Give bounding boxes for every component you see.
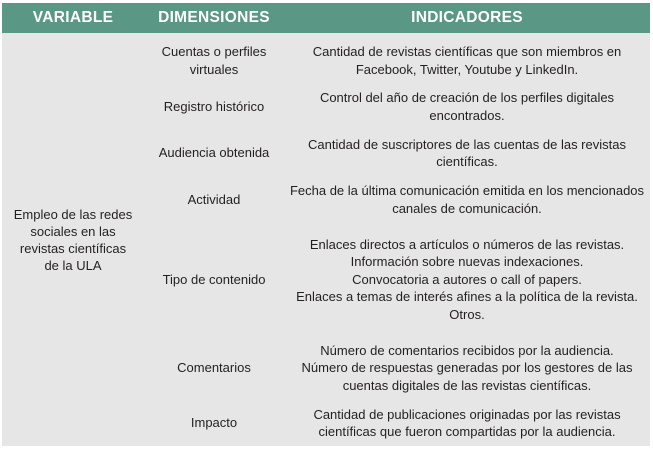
table-row	[144, 336, 650, 400]
dimension-cell: Registro histórico	[163, 99, 265, 115]
table-row	[144, 177, 650, 223]
indicator-cell: Control del año de creación de los perfiles digitales encontrados.	[319, 90, 615, 123]
table-header	[2, 3, 650, 33]
table-row	[144, 84, 650, 130]
indicator-line: Convocatoria a autores o call of papers.	[352, 271, 582, 287]
header-indicators: INDICADORES	[411, 9, 523, 26]
table-row	[144, 130, 650, 177]
header-variable: VARIABLE	[32, 9, 114, 26]
header-dimensions: DIMENSIONES	[158, 9, 270, 26]
indicator-cell: Cantidad de publicaciones originadas por las revistas científicas que fueron compartidas por la audiencia.	[313, 406, 621, 440]
table-row	[144, 223, 650, 337]
dimension-cell: Actividad	[187, 191, 241, 207]
indicator-line: Número de respuestas generadas por los gestores de las cuentas digitales de las revistas científicas.	[301, 360, 633, 393]
table-row	[144, 400, 650, 446]
indicator-line: Otros.	[449, 306, 485, 322]
indicator-cell	[284, 342, 650, 395]
indicators-table	[2, 3, 650, 446]
dimension-cell: Comentarios	[177, 360, 251, 376]
dimension-cell: Impacto	[190, 415, 238, 431]
indicator-line: Enlaces directos a artículos o números de las revistas.	[309, 236, 625, 252]
dimension-cell: Cuentas o perfiles virtuales	[161, 44, 267, 77]
indicator-cell: Fecha de la última comunicación emitida en los mencionados canales de comunicación.	[289, 183, 645, 216]
indicator-line: Número de comentarios recibidos por la audiencia.	[320, 342, 614, 358]
indicator-cell	[284, 236, 650, 324]
indicator-line: Información sobre nuevas indexaciones.	[350, 254, 584, 270]
variable-cell: Empleo de las redes sociales en las revistas científicas de la ULA	[13, 206, 133, 273]
indicator-cell: Cantidad de suscriptores de las cuentas de las revistas científicas.	[308, 136, 626, 170]
indicator-line: Enlaces a temas de interés afines a la política de la revista.	[296, 289, 638, 305]
dimension-cell: Audiencia obtenida	[158, 145, 270, 161]
indicator-cell: Cantidad de revistas científicas que son miembros en Facebook, Twitter, Youtube y LinkedIn.	[312, 44, 622, 77]
table-row	[144, 38, 650, 84]
dimension-cell: Tipo de contenido	[162, 271, 266, 287]
